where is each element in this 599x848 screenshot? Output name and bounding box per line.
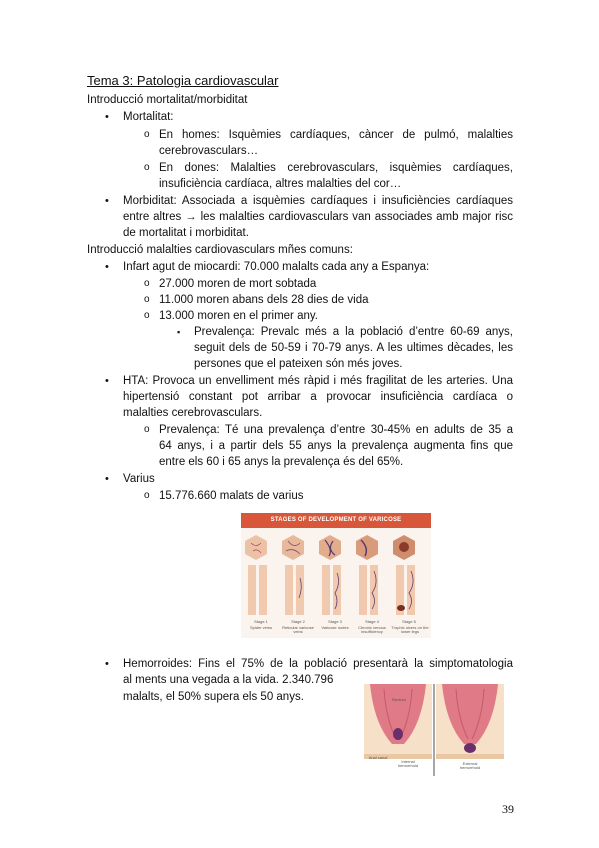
hemorrhoid-figure [364,684,504,776]
men-text-line2: cerebrovasculars… [159,145,259,157]
stage-3-caption: Varicose nodes [321,625,349,630]
anal-canal-label: Anal canal [368,755,388,760]
hemorrhoids-line3: malalts, el 50% supera els 50 anys. [123,691,304,703]
women-text-line1: En dones: Malalties cerebrovasculars, isquèmies cardíaques, [159,162,513,174]
stage-1-caption: Spider veins [249,625,272,630]
figure-heading: STAGES OF DEVELOPMENT OF VARICOSE [241,513,431,528]
men-text-line1: En homes: Isquèmies cardíaques, càncer de pulmó, malalties [159,129,513,141]
morbidity-line2: entre altres → les malalties cardiovasculars van associades amb major risc [123,211,513,223]
infarct-text: Infart agut de miocardi: 70.000 malalts cada any a Espanya: [123,261,430,273]
prevalence1-line1: Prevalença: Prevalc més a la població d’entre 60-69 anys, [194,326,513,338]
bullet-disc: • [105,473,109,485]
external-hemorrhoid-label: External hemorrhoid [459,761,481,770]
bullet-disc: • [105,111,109,123]
prevalence2-line3: entre els 60 i 65 anys la prevalença és del 65%. [159,456,404,468]
bullet-disc: • [105,261,109,273]
mortality-label: Mortalitat: [123,111,174,123]
stage-5-caption: Trophic ulcers on the lower legs [391,625,429,634]
veins [299,571,413,609]
section-heading-mortality: Introducció mortalitat/morbiditat [87,94,248,106]
prevalence1-line3: persones que el pateixen són més joves. [194,358,403,370]
bullet-circle: o [144,424,150,435]
stage-2-label: Stage 2 [291,619,305,624]
hemorrhoids-line1: Hemorroides: Fins el 75% de la població presentarà la simptomatologia [123,658,513,670]
bullet-disc: • [105,375,109,387]
women-text-line2: insuficiència cardíaca, altres malalties del cor… [159,178,402,190]
bullet-square: ▪ [177,327,181,337]
varicose-stages-figure [241,513,431,638]
stage-5-label: Stage 5 [402,619,416,624]
bullet-circle: o [144,310,150,321]
prevalence2-line1: Prevalença: Té una prevalença d’entre 30-45% en adults de 35 a [159,424,513,436]
hemorrhoids-line2: al ments una vegada a la vida. 2.340.796 [123,674,334,686]
varicose-label: Varius [123,473,155,485]
bullet-circle: o [144,490,150,501]
prevalence2-line2: 64 anys, i a partir dels 55 anys la prevalença augmenta fins que [159,440,513,452]
bullet-circle: o [144,278,150,289]
infarct-sudden-death: 27.000 moren de mort sobtada [159,278,317,290]
bullet-circle: o [144,294,150,305]
hta-line3: malalties cerebrovasculars. [123,407,263,419]
bullet-disc: • [105,195,109,207]
page-title: Tema 3: Patologia cardiovascular [87,73,279,88]
rectum-label: Rectum [392,697,406,702]
internal-hemorrhoid-label: Internal hemorrhoid [397,759,419,768]
section-heading-common-diseases: Introducció malalties cardiovasculars mñes comuns: [87,244,353,256]
bullet-disc: • [105,658,109,670]
stage-3-label: Stage 3 [328,619,342,624]
prevalence1-line2: seguit dels de 50-59 i 70-79 anys. A les ultimes dècades, les [194,342,513,354]
infarct-first-year: 13.000 moren en el primer any. [159,310,318,322]
hta-line2: hipertensió constant pot arribar a provocar insuficiència cardíaca o [123,391,513,403]
skin-hexagons [245,535,415,560]
bullet-circle: o [144,162,150,173]
stage-4-label: Stage 4 [365,619,379,624]
legs [248,565,415,615]
stage-2-caption: Reticular varicose veins [282,625,314,634]
bullet-circle: o [144,129,150,140]
varicose-count: 15.776.660 malats de varius [159,490,304,502]
stage-1-label: Stage 1 [254,619,268,624]
hta-line1: HTA: Provoca un envelliment més ràpid i més fragilitat de les arteries. Una [123,375,513,387]
morbidity-line3: de mortalitat i morbiditat. [123,227,249,239]
stage-4-caption: Chronic venous insufficiency [358,625,386,634]
page-number: 39 [502,802,514,816]
infarct-28-days: 11.000 moren abans dels 28 dies de vida [159,294,369,306]
morbidity-line1: Morbiditat: Associada a isquèmies cardíaques i insuficiències cardíaques [123,195,513,207]
